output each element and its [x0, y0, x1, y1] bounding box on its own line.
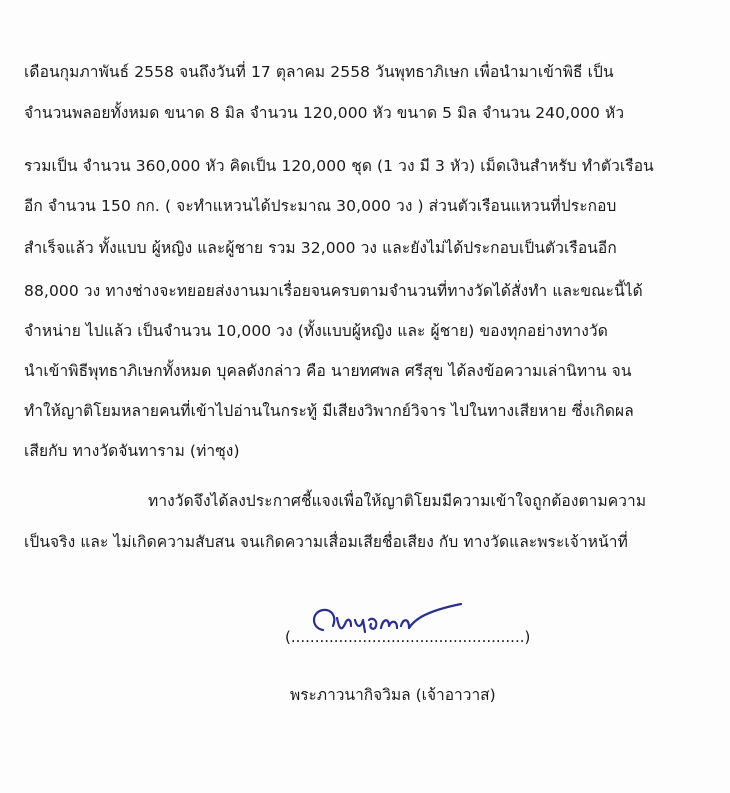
paragraph2-line-1: ทางวัดจึงได้ลงประกาศชี้แจงเพื่อให้ญาติโยมมีความเข้าใจถูกต้องตามความ	[148, 492, 647, 510]
signature-block	[285, 598, 545, 668]
body-line-9: ทำให้ญาติโยมหลายคนที่เข้าไปอ่านในกระทู้ มีเสียงวิพากย์วิจาร ไปในทางเสียหาย ซึ่งเกิดผล	[24, 402, 634, 420]
signer-name: พระภาวนากิจวิมล (เจ้าอาวาส)	[290, 686, 496, 704]
body-line-5: สำเร็จแล้ว ทั้งแบบ ผู้หญิง และผู้ชาย รวม 32,000 วง และยังไม่ได้ประกอบเป็นตัวเรือนอีก	[24, 239, 617, 257]
body-line-10: เสียกับ ทางวัดจันทาราม (ท่าซุง)	[24, 442, 240, 460]
paragraph2-line-2: เป็นจริง และ ไม่เกิดความสับสน จนเกิดความเสื่อมเสียชื่อเสียง กับ ทางวัดและพระเจ้าหน้าที่	[24, 533, 628, 551]
signature-dotted-line: (.................................................)	[285, 628, 531, 646]
body-line-1: เดือนกุมภาพันธ์ 2558 จนถึงวันที่ 17 ตุลาคม 2558 วันพุทธาภิเษก เพื่อนำมาเข้าพิธี เป็น	[24, 63, 614, 81]
body-line-8: นำเข้าพิธีพุทธาภิเษกทั้งหมด บุคลดังกล่าว คือ นายทศพล ศรีสุข ได้ลงข้อความเล่านิทาน จน	[24, 362, 632, 380]
body-line-3: รวมเป็น จำนวน 360,000 หัว คิดเป็น 120,000 ชุด (1 วง มี 3 หัว) เม็ดเงินสำหรับ ทำตัวเรือน	[24, 157, 654, 175]
body-line-6: 88,000 วง ทางช่างจะทยอยส่งงานมาเรื่อยจนครบตามจำนวนที่ทางวัดได้สั่งทำ และขณะนี้ได้	[24, 282, 643, 300]
body-line-7: จำหน่าย ไปแล้ว เป็นจำนวน 10,000 วง (ทั้งแบบผู้หญิง และ ผู้ชาย) ของทุกอย่างทางวัด	[24, 322, 608, 340]
body-line-2: จำนวนพลอยทั้งหมด ขนาด 8 มิล จำนวน 120,000 หัว ขนาด 5 มิล จำนวน 240,000 หัว	[24, 104, 625, 122]
body-line-4: อีก จำนวน 150 กก. ( จะทำแหวนได้ประมาณ 30,000 วง ) ส่วนตัวเรือนแหวนที่ประกอบ	[24, 197, 617, 215]
